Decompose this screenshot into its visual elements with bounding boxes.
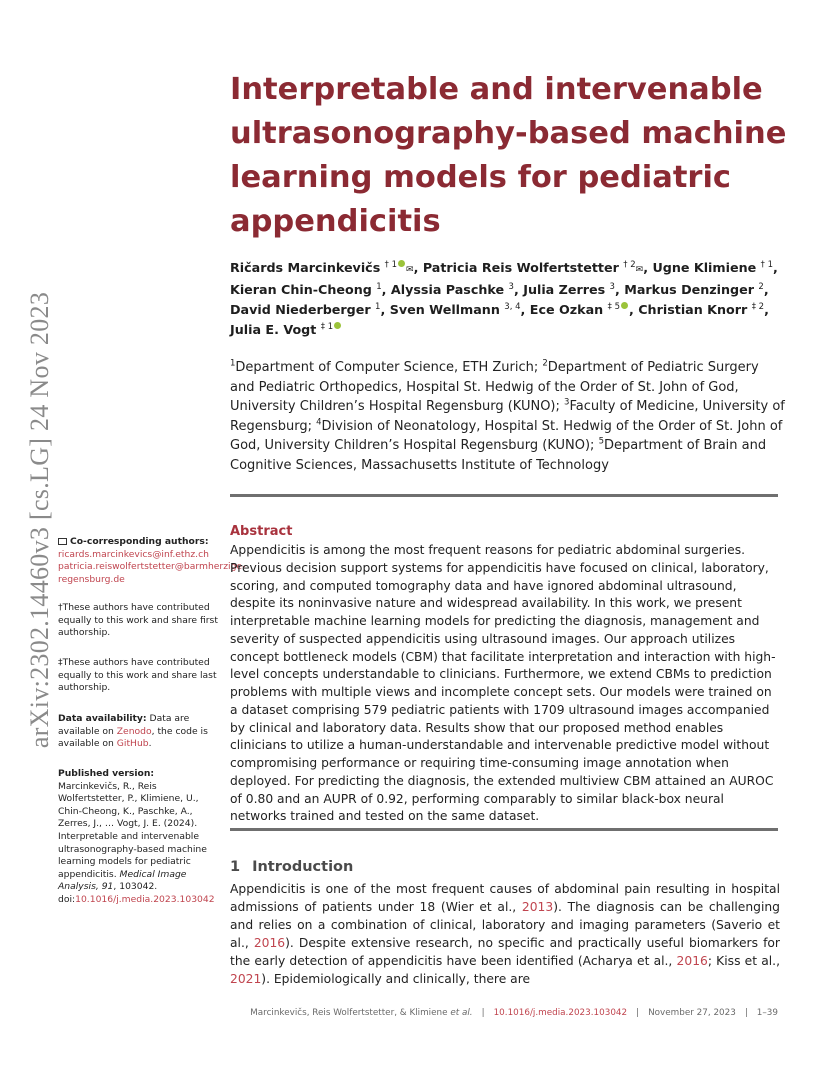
abstract-heading: Abstract	[230, 524, 293, 539]
author-marks: 1	[376, 281, 382, 292]
author-marks: † 2	[623, 259, 636, 270]
affil-text: Faculty of Medicine, University of Regensburg;	[230, 399, 785, 434]
pub-label: Published version:	[58, 768, 155, 779]
page-footer	[230, 1008, 778, 1018]
note-text: .	[148, 738, 152, 750]
citation-link[interactable]: 2013	[521, 899, 554, 914]
affiliations	[230, 358, 785, 476]
footer-separator: |	[744, 1008, 748, 1018]
body-text: ; Kiss et al.,	[707, 953, 781, 968]
section-title: Introduction	[252, 859, 354, 875]
last-authorship-note: ‡These authors have contributed equally to this work and share last authorship.	[58, 657, 217, 694]
doi-link[interactable]: 10.1016/j.media.2023.103042	[75, 893, 215, 905]
affil-text: Division of Neonatology, Hospital St. Hedwig of the Order of St. John of God, University Children’s Hospital Regensburg (KUNO);	[230, 418, 783, 454]
orcid-icon[interactable]	[334, 322, 341, 329]
affil-marker: 1	[230, 358, 236, 369]
footer-etal: et al.	[450, 1008, 473, 1018]
affil-marker: 3	[564, 397, 570, 408]
email-link[interactable]: patricia.reiswolfertstetter@barmherzige-regensburg.de	[58, 561, 246, 585]
orcid-icon[interactable]	[621, 302, 628, 309]
corr-label: Co-corresponding authors:	[70, 536, 209, 547]
data-availability-note	[58, 713, 218, 751]
published-version-note	[58, 768, 218, 907]
section-heading	[230, 859, 353, 875]
author-marks: 3, 4	[504, 301, 521, 312]
footer-pages: 1–39	[756, 1008, 778, 1018]
corresponding-authors-note	[58, 536, 246, 586]
affil-marker: 4	[316, 417, 322, 428]
first-authorship-note: †These authors have contributed equally to this work and share first authorship.	[58, 602, 218, 639]
author-name[interactable]: Ece Ozkan	[529, 302, 604, 317]
email-link[interactable]: ricards.marcinkevics@inf.ethz.ch	[58, 548, 209, 560]
author-marks: 3	[609, 281, 615, 292]
citation-link[interactable]: 2016	[676, 953, 708, 968]
journal-name: Medical Image Analysis, 91	[58, 868, 187, 893]
paper-title: Interpretable and intervenable ultrasonography-based machine learning models for pediatric appendicitis	[230, 72, 787, 239]
affil-marker: 2	[542, 358, 548, 369]
abstract-body: Appendicitis is among the most frequent reasons for pediatric abdominal surgeries. Previous decision support systems for appendicitis have focused on clinical, laboratory, scoring, and computed tomography data and have ignored abdominal ultrasound, despite its noninvasive nature and widespread availability. In this work, we present interpretable machine learning models for predicting the diagnosis, management and severity of suspected appendicitis using ultrasound images. Our approach utilizes concept bottleneck models (CBM) that facilitate interpretation and interaction with high-level concepts understandable to clinicians. Furthermore, we extend CBMs to prediction problems with multiple views and incomplete concept sets. Our models were trained on a dataset comprising 579 pediatric patients with 1709 ultrasound images accompanied by clinical and laboratory data. Results show that our proposed method enables clinicians to utilize a human-understandable and intervenable predictive model without compromising performance or requiring time-consuming image annotation when deployed. For predicting the diagnosis, the extended multiview CBM attained an AUROC of 0.80 and an AUPR of 0.92, performing comparably to similar black-box neural networks trained and tested on the same dataset.	[230, 543, 776, 824]
author-name[interactable]: Christian Knorr	[638, 302, 748, 317]
email-icon[interactable]: ✉	[635, 265, 644, 275]
introduction-text	[230, 881, 780, 988]
zenodo-link[interactable]: Zenodo	[116, 725, 152, 737]
author-marks: 2	[758, 281, 764, 292]
author-name[interactable]: David Niederberger	[230, 302, 371, 317]
envelope-icon	[58, 538, 67, 545]
citation-link[interactable]: 2016	[253, 935, 286, 950]
author-marks: ‡ 2	[751, 301, 765, 312]
author-list: Ričards Marcinkevičs $^{\dagger 1}$✉, Patricia Reis Wolfertstetter $^{\dagger 2}$✉, Ugne Klimiene $^{\dagger 1}$, Kieran Chin-Cheong $^1$, Alyssia Paschke $^3$, Julia Zerres $^3$, Markus Denzinger $^2$, David Niederberger $^1$, Sven Wellmann $^{3, 4}$, Ece Ozkan $^{\ddagger 5}$ , Christian Knorr $^{\ddagger 2}$, Julia E. Vogt $^{\ddagger 1}$	[230, 259, 778, 337]
footer-authors: Marcinkevičs, Reis Wolfertstetter, & Klimiene	[250, 1008, 451, 1018]
author-marks: ‡ 5	[607, 301, 620, 312]
author-marks: 3	[508, 281, 514, 292]
body-text: ). The diagnosis can be challenging and relies on a combination of clinical, laboratory and imaging parameters (Saverio et al.,	[230, 899, 780, 950]
body-text: Appendicitis is one of the most frequent causes of abdominal pain resulting in hospital admissions of patients under 18 (Wier et al.,	[230, 882, 780, 914]
email-icon[interactable]: ✉	[406, 265, 414, 275]
note-text: , 103042. doi:	[58, 881, 158, 905]
author-marks: ‡ 1	[320, 321, 334, 332]
data-label: Data availability:	[58, 713, 147, 724]
author-marks: † 1	[384, 259, 398, 270]
note-text: Marcinkevičs, R., Reis Wolfertstetter, P., Klimiene, U., Chin-Cheong, K., Paschke, A., Zerres, J., … Vogt, J. E. (2024). Interpretable and intervenable ultrasonography-based machine learning models for pediatric appendicitis.	[58, 780, 207, 880]
orcid-icon[interactable]	[398, 260, 405, 267]
section-number: 1	[230, 859, 241, 875]
author-name[interactable]: Kieran Chin-Cheong	[230, 282, 372, 297]
footer-separator: |	[636, 1008, 640, 1018]
author-name[interactable]: Sven Wellmann	[389, 302, 500, 317]
footer-doi-link[interactable]: 10.1016/j.media.2023.103042	[493, 1008, 628, 1018]
body-text: ). Despite extensive research, no specific and practically useful biomarkers for the early detection of appendicitis have been identified (Acharya et al.,	[230, 935, 780, 968]
citation-link[interactable]: 2021	[230, 971, 262, 986]
divider	[230, 494, 778, 497]
footer-date: November 27, 2023	[648, 1008, 736, 1018]
author-name[interactable]: Markus Denzinger	[624, 282, 754, 297]
affil-text: Department of Pediatric Surgery and Pediatric Orthopedics, Hospital St. Hedwig of the Order of St. John of God, University Children’s Hospital Regensburg (KUNO);	[230, 360, 759, 415]
author-marks: † 1	[760, 259, 774, 270]
arxiv-stamp-text: arXiv:2302.14460v3 [cs.LG] 24 Nov 2023	[25, 291, 54, 749]
note-text: Data are available on	[58, 713, 190, 737]
author-marks: 1	[375, 301, 381, 312]
divider	[230, 828, 778, 831]
author-name[interactable]: Patricia Reis Wolfertstetter	[422, 260, 619, 275]
affil-text: Department of Computer Science, ETH Zurich;	[235, 360, 543, 375]
note-text: , the code is available on	[58, 725, 208, 750]
author-name[interactable]: Ugne Klimiene	[652, 260, 757, 275]
author-name[interactable]: Julia E. Vogt	[230, 322, 317, 337]
affil-marker: 5	[598, 437, 604, 448]
body-text: ). Epidemiologically and clinically, there are	[261, 971, 531, 986]
author-name[interactable]: Alyssia Paschke	[390, 282, 505, 297]
affil-text: Department of Brain and Cognitive Sciences, Massachusetts Institute of Technology	[230, 438, 767, 473]
github-link[interactable]: GitHub	[116, 738, 149, 750]
footer-separator: |	[481, 1008, 485, 1018]
author-name[interactable]: Julia Zerres	[523, 282, 606, 297]
author-name[interactable]: Ričards Marcinkevičs	[230, 260, 381, 275]
